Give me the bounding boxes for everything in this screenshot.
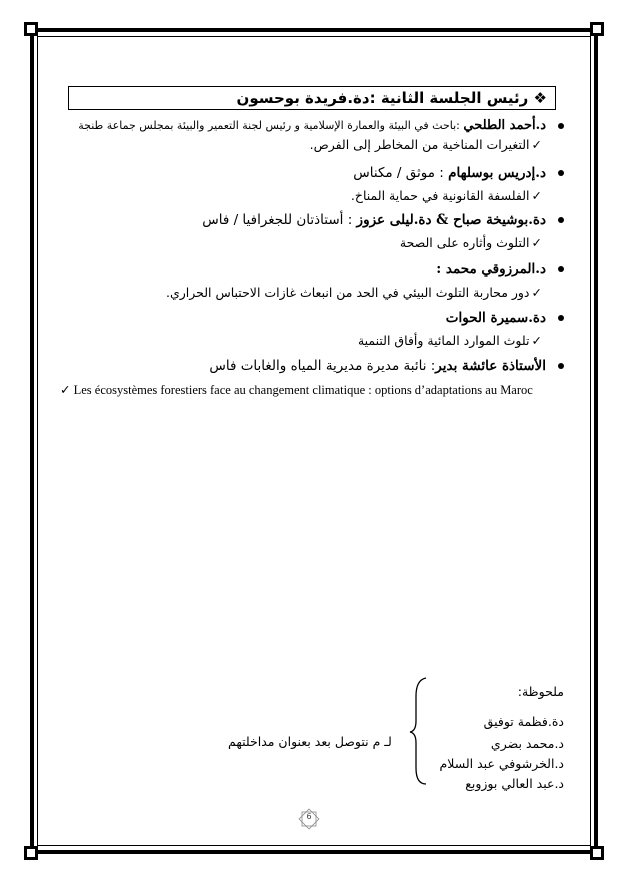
talk-topic [358, 333, 542, 348]
bullet-icon [558, 266, 564, 272]
note-remark: لـ م نتوصل بعد بعنوان مداخلتهم [228, 734, 392, 749]
speaker-desc: : نائبة مديرة مديرية المياه والغابات فاس [209, 358, 436, 374]
speaker-name: دة.بوشيخة صباح & دة.ليلى عزوز [356, 212, 546, 228]
check-icon: ✓ [531, 137, 542, 152]
talk-topic-text: التغيرات المناخية من المخاطر إلى الفرص. [309, 137, 530, 152]
talk-topic [351, 188, 542, 203]
speaker-name: د.إدريس بوسلهام [448, 165, 546, 181]
check-icon: ✓ [531, 285, 542, 300]
note-name: د.الخرشوفي عبد السلام [439, 756, 564, 771]
speaker-item [209, 358, 564, 374]
curly-brace-icon [408, 676, 428, 786]
speaker-item [353, 165, 564, 181]
talk-topic-text: تلوث الموارد المائية وأفاق التنمية [357, 333, 530, 348]
talk-topic [400, 235, 542, 250]
speaker-name: الأستاذة عائشة بدير [435, 358, 546, 374]
check-icon: ✓ [531, 188, 542, 203]
talk-topic-text: الفلسفة القانونية في حماية المناخ. [350, 188, 530, 203]
note-name: د.محمد بضري [490, 736, 564, 751]
speaker-desc: : أستاذتان للجغرافيا / فاس [202, 212, 357, 228]
page-number: 6 [306, 812, 312, 821]
speaker-desc: : موثق / مكناس [353, 165, 449, 181]
speaker-item [78, 118, 564, 133]
speaker-name: دة.سميرة الحوات [445, 310, 546, 326]
bullet-icon [558, 315, 564, 321]
talk-topic [310, 137, 542, 152]
session-title: ❖ رئيس الجلسة الثانية :دة.فريدة بوحسون [68, 86, 556, 110]
speaker-name: د.المرزوقي محمد : [436, 261, 546, 277]
check-icon: ✓ [531, 235, 542, 250]
frame-corner [24, 846, 38, 860]
french-topic-text: Les écosystèmes forestiers face au changement climatique : options d’adaptations au Maroc [73, 383, 533, 397]
bullet-icon [558, 170, 564, 176]
talk-topic-text: التلوث وأثاره على الصحة [399, 235, 530, 250]
talk-topic [166, 285, 542, 300]
speaker-item [436, 261, 564, 277]
french-talk-topic [60, 382, 560, 398]
note-name: د.عبد العالي بوزوبع [465, 776, 564, 791]
note-label: ملحوظة: [517, 684, 564, 699]
speaker-item [446, 310, 564, 326]
frame-corner [590, 846, 604, 860]
frame-corner [590, 22, 604, 36]
frame-corner [24, 22, 38, 36]
bullet-icon [558, 363, 564, 369]
check-icon: ✓ [60, 383, 74, 397]
check-icon: ✓ [531, 333, 542, 348]
speaker-name: د.أحمد الطلحي [463, 118, 546, 133]
bullet-icon [558, 217, 564, 223]
speaker-desc: :باحث في البيئة والعمارة الإسلامية و رئيس لجنة التعمير والبيئة بمجلس جماعة طنجة [78, 119, 464, 132]
note-name: دة.فظمة توفيق [483, 714, 564, 729]
bullet-icon [558, 123, 564, 129]
speaker-item [202, 212, 564, 228]
talk-topic-text: دور محاربة التلوث البيئي في الحد من انبعاث غازات الاحتباس الحراري. [165, 285, 530, 300]
